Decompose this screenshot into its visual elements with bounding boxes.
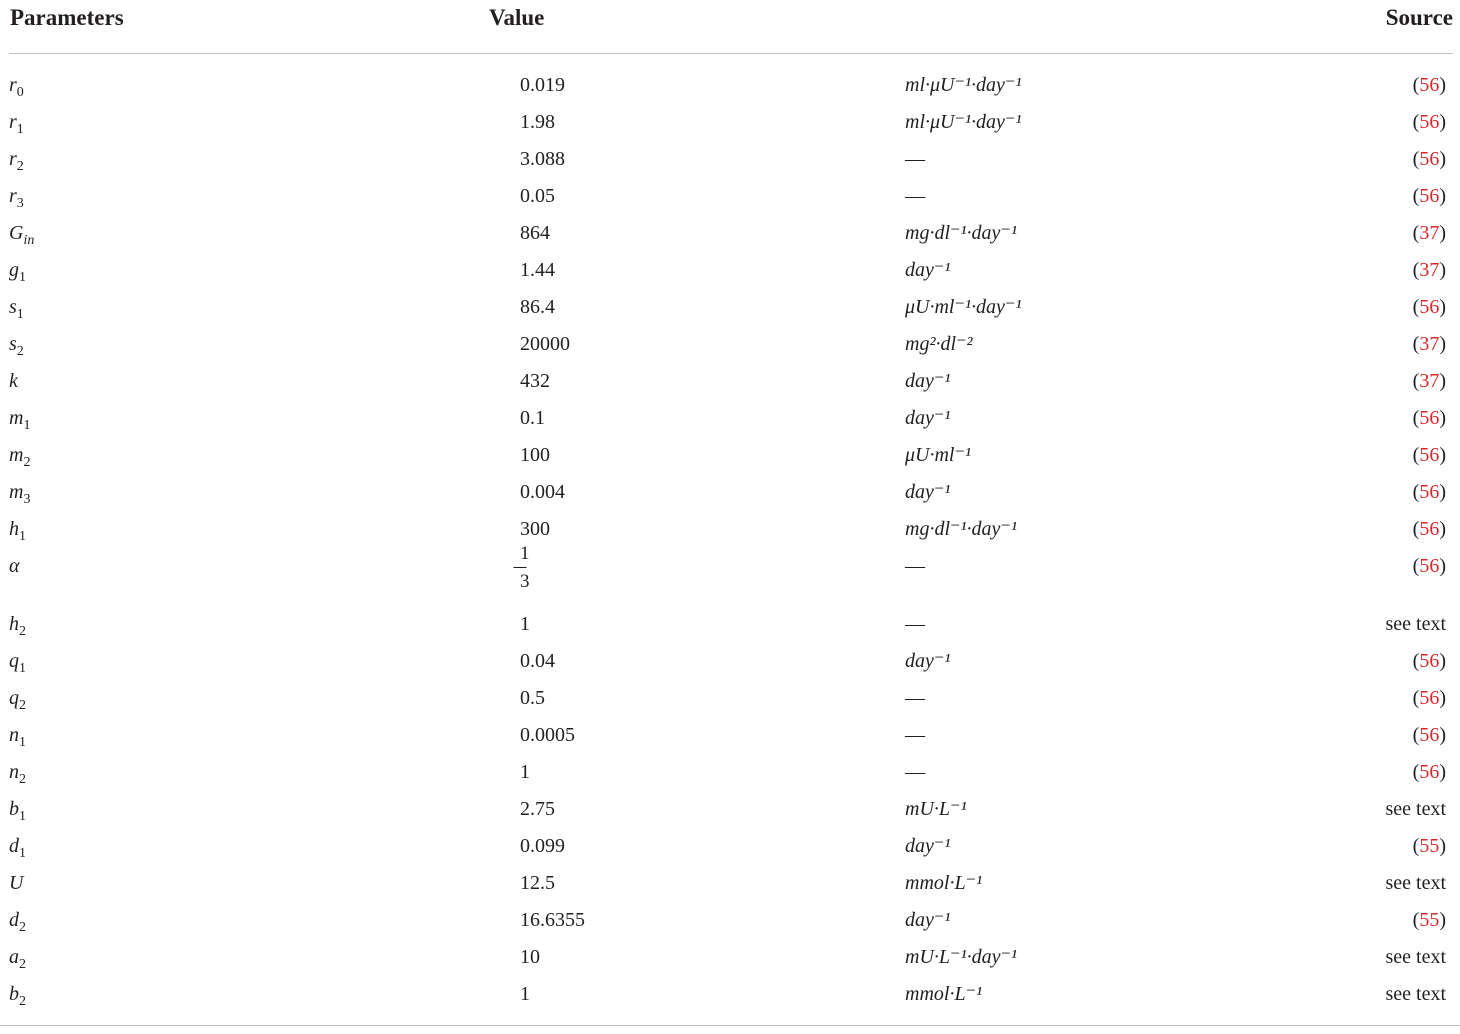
table-row: $n_1$ 0.0005 — (56)	[9, 724, 1446, 750]
source-bracket-close: )	[1439, 259, 1446, 281]
reference-link[interactable]: 56	[1419, 296, 1440, 318]
table-row: $q_1$ 0.04 day⁻¹ (56)	[9, 650, 1446, 676]
table-row: $s_1$ 86.4 μU·ml⁻¹·day⁻¹ (56)	[9, 296, 1446, 322]
reference-link[interactable]: 56	[1419, 761, 1440, 783]
source-bracket-close: )	[1439, 148, 1446, 170]
parameter-symbol	[9, 981, 26, 1007]
reference-link[interactable]: 37	[1419, 333, 1440, 355]
source-text: see text	[1385, 872, 1446, 894]
source-bracket-close: )	[1439, 111, 1446, 133]
parameter-subscript: 1	[19, 846, 26, 861]
source-bracket-close: )	[1439, 650, 1446, 672]
source-bracket-close: )	[1439, 185, 1446, 207]
parameter-base: q	[9, 687, 19, 709]
table-row: $b_1$ 2.75 mU·L⁻¹ see text	[9, 798, 1446, 824]
source-bracket-open: (	[1412, 761, 1420, 783]
unit-cell: —	[905, 613, 925, 635]
reference-link[interactable]: 56	[1419, 650, 1440, 672]
parameter-subscript: 2	[19, 698, 26, 713]
unit-cell: day⁻¹	[905, 650, 951, 672]
source-bracket-open: (	[1412, 296, 1420, 318]
parameter-base: a	[9, 946, 19, 968]
table-bottom-rule	[0, 1025, 1460, 1026]
unit-cell: mU·L⁻¹	[905, 798, 967, 820]
parameter-subscript: 1	[23, 418, 31, 433]
source-text: see text	[1385, 983, 1446, 1005]
source-bracket-close: )	[1439, 481, 1446, 503]
table-row: $b_2$ 1 mmol·L⁻¹ see text	[9, 983, 1446, 1009]
reference-link[interactable]: 56	[1419, 407, 1440, 429]
parameter-base: d	[9, 909, 19, 931]
reference-link[interactable]: 37	[1419, 222, 1440, 244]
parameter-subscript: 1	[19, 661, 26, 676]
source-bracket-close: )	[1439, 835, 1446, 857]
parameter-base: k	[9, 370, 18, 392]
table-row: $q_2$ 0.5 — (56)	[9, 687, 1446, 713]
unit-cell: day⁻¹	[905, 259, 951, 281]
unit-cell: μU·ml⁻¹	[905, 444, 972, 466]
reference-link[interactable]: 56	[1419, 724, 1440, 746]
parameter-subscript: 1	[19, 735, 26, 750]
parameter-base: b	[9, 983, 19, 1005]
table-header	[9, 0, 1453, 54]
unit-cell: mmol·L⁻¹	[905, 872, 983, 894]
reference-link[interactable]: 56	[1419, 74, 1440, 96]
table-row: $d_1$ 0.099 day⁻¹ (55)	[9, 835, 1446, 861]
parameter-base: r	[9, 148, 17, 170]
parameter-subscript: in	[23, 233, 35, 248]
table-row: $r_1$ 1.98 ml·μU⁻¹·day⁻¹ (56)	[9, 111, 1446, 137]
source-bracket-open: (	[1412, 259, 1420, 281]
source-bracket-close: )	[1439, 761, 1446, 783]
unit-cell: —	[905, 185, 925, 207]
parameter-base: m	[9, 481, 24, 503]
source-bracket-close: )	[1439, 370, 1446, 392]
reference-link[interactable]: 56	[1419, 481, 1440, 503]
source-bracket-open: (	[1412, 74, 1420, 96]
source-bracket-close: )	[1439, 724, 1446, 746]
unit-cell: mg²·dl⁻²	[905, 333, 973, 355]
source-bracket-open: (	[1412, 481, 1420, 503]
parameter-symbol	[9, 553, 20, 579]
parameter-base: r	[9, 111, 17, 133]
unit-cell: mU·L⁻¹·day⁻¹	[905, 946, 1017, 968]
source-bracket-open: (	[1412, 370, 1420, 392]
unit-cell: mg·dl⁻¹·day⁻¹	[905, 518, 1017, 540]
parameter-subscript: 0	[16, 85, 24, 100]
unit-cell: mmol·L⁻¹	[905, 983, 983, 1005]
parameter-subscript: 1	[16, 122, 24, 137]
unit-cell: —	[905, 148, 925, 170]
source-bracket-open: (	[1412, 148, 1420, 170]
reference-link[interactable]: 37	[1419, 370, 1440, 392]
table-row: $d_2$ 16.6355 day⁻¹ (55)	[9, 909, 1446, 935]
parameter-base: s	[9, 333, 17, 355]
source-bracket-open: (	[1412, 909, 1420, 931]
fraction-bar	[514, 567, 527, 568]
unit-cell: —	[905, 761, 925, 783]
source-bracket-open: (	[1412, 333, 1420, 355]
table-row: $h_1$ 300 mg·dl⁻¹·day⁻¹ (56)	[9, 518, 1446, 544]
source-bracket-open: (	[1412, 222, 1420, 244]
unit-cell: ml·μU⁻¹·day⁻¹	[905, 74, 1022, 96]
unit-cell: —	[905, 555, 925, 577]
reference-link[interactable]: 56	[1419, 444, 1440, 466]
parameter-table	[9, 0, 1453, 1009]
reference-link[interactable]: 56	[1419, 687, 1440, 709]
unit-cell: μU·ml⁻¹·day⁻¹	[905, 296, 1022, 318]
header-parameters: Parameters	[10, 5, 124, 30]
parameter-subscript: 1	[19, 809, 26, 824]
parameter-base: n	[9, 724, 19, 746]
table-row: k 432 day⁻¹ (37)	[9, 370, 1446, 392]
table-row: $r_2$ 3.088 — (56)	[9, 148, 1446, 174]
parameter-subscript: 3	[23, 492, 31, 507]
reference-link[interactable]: 55	[1419, 909, 1440, 931]
unit-cell: day⁻¹	[905, 909, 951, 931]
unit-cell: day⁻¹	[905, 370, 951, 392]
parameter-subscript: 1	[16, 307, 24, 322]
source-cell	[1413, 553, 1446, 579]
table-row: $g_1$ 1.44 day⁻¹ (37)	[9, 259, 1446, 285]
parameter-subscript: 2	[23, 455, 31, 470]
parameter-base: g	[9, 259, 19, 281]
reference-link[interactable]: 56	[1419, 111, 1440, 133]
source-bracket-open: (	[1412, 687, 1420, 709]
header-value: Value	[489, 5, 545, 30]
parameter-subscript: 1	[19, 270, 26, 285]
table-row: $a_2$ 10 mU·L⁻¹·day⁻¹ see text	[9, 946, 1446, 972]
source-bracket-close: )	[1439, 333, 1446, 355]
source-bracket-close: )	[1439, 555, 1446, 577]
table-row: $m_2$ 100 μU·ml⁻¹ (56)	[9, 444, 1446, 470]
source-bracket-close: )	[1439, 687, 1446, 709]
parameter-base: α	[9, 555, 20, 577]
source-bracket-close: )	[1439, 518, 1446, 540]
parameter-base: h	[9, 613, 19, 635]
source-bracket-open: (	[1412, 518, 1420, 540]
table-row: $r_3$ 0.05 — (56)	[9, 185, 1446, 211]
source-bracket-close: )	[1439, 444, 1446, 466]
parameter-subscript: 2	[19, 772, 26, 787]
parameter-subscript: 2	[16, 159, 24, 174]
parameter-subscript: 3	[16, 196, 24, 211]
parameter-subscript: 1	[19, 529, 26, 544]
parameter-base: r	[9, 74, 17, 96]
parameter-subscript: 2	[19, 994, 26, 1009]
parameter-base: r	[9, 185, 17, 207]
unit-cell: day⁻¹	[905, 481, 951, 503]
unit-cell: ml·μU⁻¹·day⁻¹	[905, 111, 1022, 133]
header-source: Source	[1385, 5, 1453, 30]
table-row: α 1 3 — (56)	[9, 543, 1446, 592]
source-text: see text	[1385, 613, 1446, 635]
source-bracket-close: )	[1439, 407, 1446, 429]
table-row: $r_0$ 0.019 ml·μU⁻¹·day⁻¹ (56)	[9, 74, 1446, 100]
table-row: U 12.5 mmol·L⁻¹ see text	[9, 872, 1446, 894]
source-bracket-close: )	[1439, 222, 1446, 244]
parameter-subscript: 2	[19, 624, 26, 639]
parameter-base: s	[9, 296, 17, 318]
source-text: see text	[1385, 946, 1446, 968]
source-bracket-open: (	[1412, 444, 1420, 466]
source-cell	[1385, 981, 1446, 1007]
reference-link[interactable]: 56	[1419, 185, 1440, 207]
unit-cell: —	[905, 724, 925, 746]
table-row: $G_{in}$ 864 mg·dl⁻¹·day⁻¹ (37)	[9, 222, 1446, 248]
source-bracket-open: (	[1412, 724, 1420, 746]
source-bracket-close: )	[1439, 909, 1446, 931]
table-row: $m_3$ 0.004 day⁻¹ (56)	[9, 481, 1446, 507]
parameter-subscript: 2	[16, 344, 24, 359]
source-bracket-open: (	[1412, 835, 1420, 857]
source-bracket-close: )	[1439, 296, 1446, 318]
parameter-base: m	[9, 407, 24, 429]
table-row: $s_2$ 20000 mg²·dl⁻² (37)	[9, 333, 1446, 359]
parameter-base: U	[9, 872, 24, 894]
parameter-subscript: 2	[19, 957, 26, 972]
source-bracket-open: (	[1412, 185, 1420, 207]
table-body	[9, 54, 1453, 1009]
parameter-subscript: 2	[19, 920, 26, 935]
unit-cell: mg·dl⁻¹·day⁻¹	[905, 222, 1017, 244]
unit-cell: day⁻¹	[905, 407, 951, 429]
source-bracket-close: )	[1439, 74, 1446, 96]
source-bracket-open: (	[1412, 555, 1420, 577]
parameter-base: m	[9, 444, 24, 466]
parameter-base: b	[9, 798, 19, 820]
table-row: $m_1$ 0.1 day⁻¹ (56)	[9, 407, 1446, 433]
table-row: $n_2$ 1 — (56)	[9, 761, 1446, 787]
source-bracket-open: (	[1412, 650, 1420, 672]
parameter-base: G	[9, 222, 24, 244]
reference-link[interactable]: 56	[1419, 518, 1440, 540]
reference-link[interactable]: 55	[1419, 835, 1440, 857]
reference-link[interactable]: 56	[1419, 555, 1440, 577]
source-bracket-open: (	[1412, 407, 1420, 429]
parameter-base: h	[9, 518, 19, 540]
parameter-base: d	[9, 835, 19, 857]
reference-link[interactable]: 37	[1419, 259, 1440, 281]
unit-cell: —	[905, 687, 925, 709]
source-bracket-open: (	[1412, 111, 1420, 133]
parameter-base: q	[9, 650, 19, 672]
parameter-base: n	[9, 761, 19, 783]
unit-cell: day⁻¹	[905, 835, 951, 857]
reference-link[interactable]: 56	[1419, 148, 1440, 170]
table-row: $h_2$ 1 — see text	[9, 613, 1446, 639]
source-text: see text	[1385, 798, 1446, 820]
